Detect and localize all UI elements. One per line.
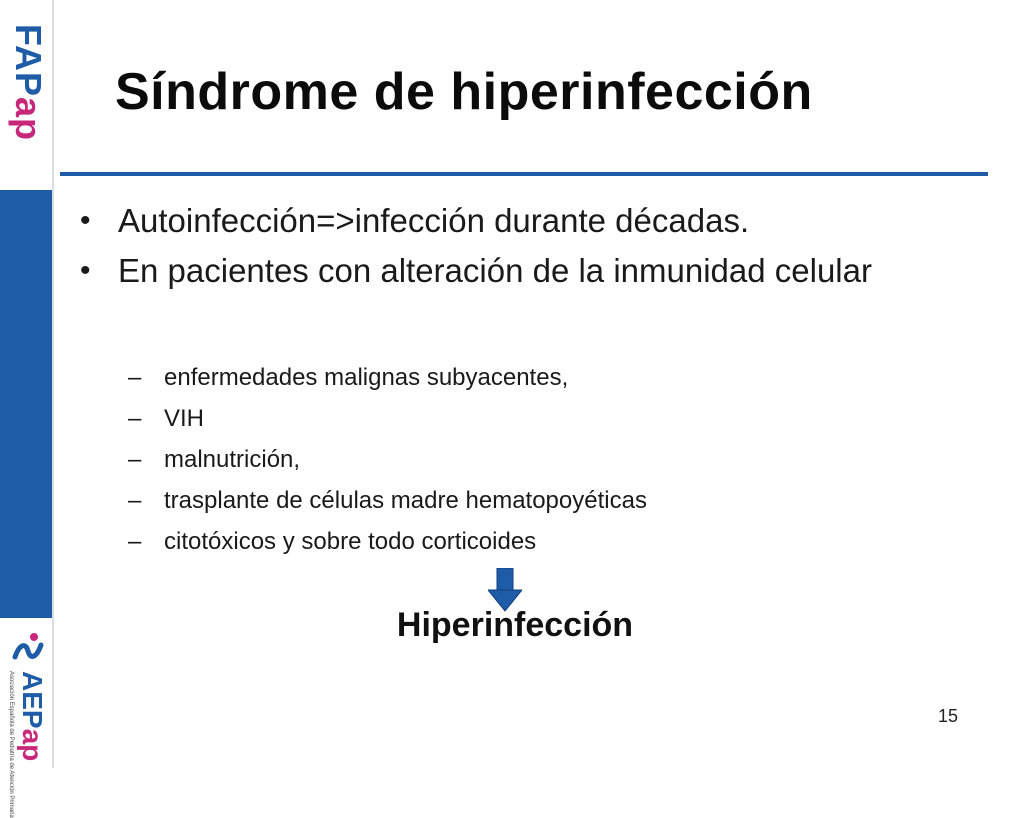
sub-bullet-dash: – (128, 487, 142, 514)
sub-bullet-item (128, 521, 888, 562)
fapap-logo-part1: FAP (8, 24, 49, 98)
bullet-item (80, 200, 960, 242)
aepap-logo-text (18, 671, 46, 761)
bullet-item (80, 250, 960, 292)
sub-bullet-text: VIH (164, 405, 205, 432)
bullet-text: En pacientes con alteración de la inmunidad celular (118, 252, 872, 289)
slide-number: 15 (938, 706, 959, 726)
sub-bullet-dash: – (128, 528, 142, 555)
aepap-logo-part1: AEP (17, 671, 48, 729)
sub-bullet-text: citotóxicos y sobre todo corticoides (164, 528, 537, 555)
sub-bullet-item (128, 357, 888, 398)
sub-bullet-list (128, 357, 888, 562)
sub-bullet-item (128, 398, 888, 439)
aepap-logo (0, 625, 53, 818)
slide-title: Síndrome de hiperinfección (115, 63, 813, 121)
sub-bullet-text: malnutrición, (164, 446, 301, 473)
conclusion-text: Hiperinfección (396, 606, 634, 644)
sidebar-blue-band (0, 190, 53, 618)
sub-bullet-text: enfermedades malignas subyacentes, (164, 364, 569, 391)
bullet-dot: • (80, 254, 91, 287)
sub-bullet-item (128, 439, 888, 480)
aepap-logo-caption: Asociación Española de Pediatría de Atención Primaria (8, 671, 14, 818)
title-underline (60, 172, 988, 176)
sub-bullet-dash: – (128, 405, 142, 432)
sub-bullet-dash: – (128, 446, 142, 473)
bullet-dot: • (80, 204, 91, 237)
bullet-text: Autoinfección=>infección durante décadas. (118, 202, 750, 239)
sub-bullet-item (128, 480, 888, 521)
bullet-list (80, 200, 960, 300)
fapap-logo-part2: ap (8, 97, 49, 142)
fapap-logo-text (8, 24, 49, 142)
sub-bullet-dash: – (128, 364, 142, 391)
sub-bullet-text: trasplante de células madre hematopoyéticas (164, 487, 647, 514)
fapap-logo (8, 24, 48, 162)
aepap-logo-part2: ap (17, 728, 48, 762)
